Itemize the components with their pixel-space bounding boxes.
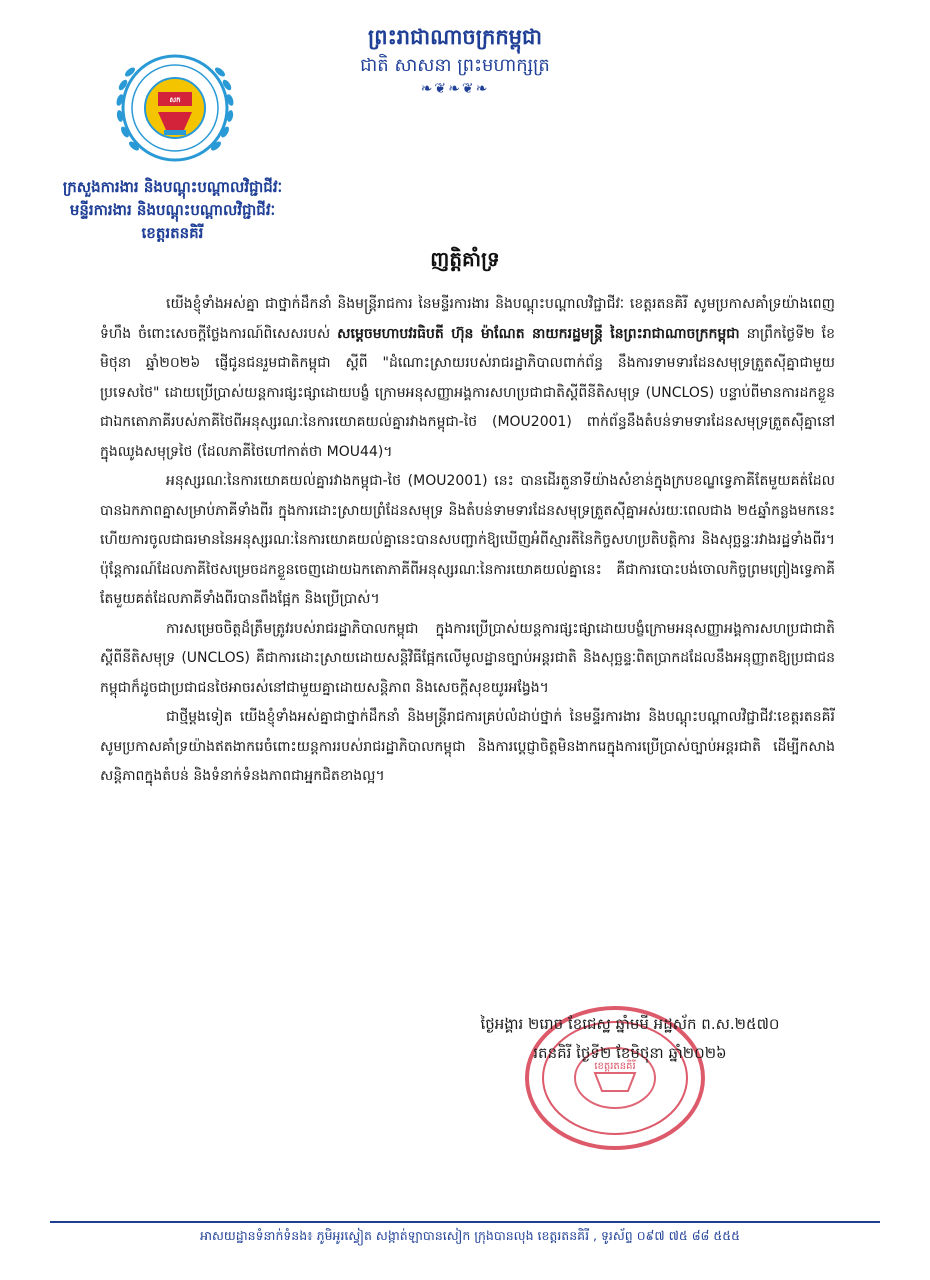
footer-divider <box>50 1221 880 1223</box>
kingdom-title: ព្រះរាជាណាចក្រកម្ពុជា <box>367 25 542 49</box>
ornament-divider: ❧❦❧❦❧ <box>420 81 490 97</box>
paragraph <box>100 290 835 467</box>
ministry-block <box>0 176 345 245</box>
paragraph <box>100 467 835 615</box>
seal-text: ខេត្តរតនគិរី <box>594 1061 636 1072</box>
national-motto: ជាតិ សាសនា ព្រះមហាក្សត្រ <box>360 55 550 76</box>
paragraph-text: យើងខ្ញុំទាំងអស់គ្នា ជាថ្នាក់ដឹកនាំ និងមន្ត្រីរាជការ នៃមន្ទីរការងារ និងបណ្តុះបណ្តាលវិជ្ជាជីវៈ ខេត្តរតនគិរី សូមប្រកាសគាំទ្រយ៉ាងពេញទំហឹង ចំពោះសេចក្តីថ្លែងការណ៍ពិសេសរបស់ <box>100 296 835 342</box>
department-name: មន្ទីរការងារ និងបណ្តុះបណ្តាលវិជ្ជាជីវៈ <box>69 201 276 219</box>
paragraph-text: នាព្រឹកថ្ងៃទី២ ខែមិថុនា ឆ្នាំ២០២៦ ផ្ញើជូនជនរួមជាតិកម្ពុជា ស្តីពី "ដំណោះស្រាយរបស់រាជរដ្ឋាភិបាលពាក់ព័ន្ធ នឹងការទាមទារដែនសមុទ្រត្រួតស៊ីគ្នាជាមួយប្រទេសថៃ" ដោយប្រើប្រាស់យន្តការផ្សះផ្សាដោយបង្ខំ ក្រោមអនុសញ្ញាអង្គការសហប្រជាជាតិស្តីពីនីតិសមុទ្រ (UNCLOS) បន្ទាប់ពីមានការដកខ្លួនជាឯកតោភាគីរបស់ភាគីថៃពីអនុស្សរណៈនៃការយោគយល់គ្នារវាងកម្ពុជា-ថៃ (MOU2001) ពាក់ព័ន្ធនឹងតំបន់ទាមទារដែនសមុទ្រត្រួតស៊ីគ្នានៅក្នុងឈូងសមុទ្រថៃ (ដែលភាគីថៃហៅកាត់ថា MOU44)។ <box>100 325 835 460</box>
paragraph-text: ការសម្រេចចិត្តដ៏ត្រឹមត្រូវរបស់រាជរដ្ឋាភិបាលកម្ពុជា ក្នុងការប្រើប្រាស់យន្តការផ្សះផ្សាដោយបង្ខំក្រោមអនុសញ្ញាអង្គការសហប្រជាជាតិស្តីពីនីតិសមុទ្រ (UNCLOS) គឺជាការដោះស្រាយដោយសន្តិវិធីផ្អែកលើមូលដ្ឋានច្បាប់អន្តរជាតិ និងសុច្ឆន្ទៈពិតប្រាកដដែលនឹងអនុញ្ញាតឱ្យប្រជាជនកម្ពុជាក៏ដូចជាប្រជាជនថៃអាចរស់នៅជាមួយគ្នាដោយសន្តិភាព និងសេចក្តីសុខយូរអង្វែង។ <box>100 620 835 696</box>
paragraph <box>100 703 835 792</box>
lunar-date: ថ្ងៃអង្គារ ២រោច ខែជេស្ឋ ឆ្នាំមមី អដ្ឋស័ក ព.ស.២៥៧០ <box>480 1015 780 1033</box>
paragraph-text: ជាថ្មីម្តងទៀត យើងខ្ញុំទាំងអស់គ្នាជាថ្នាក់ដឹកនាំ និងមន្ត្រីរាជការគ្រប់លំដាប់ថ្នាក់ នៃមន្ទីរការងារ និងបណ្តុះបណ្តាលវិជ្ជាជីវៈខេត្តរតនគិរី សូមប្រកាសគាំទ្រយ៉ាងឥតងាករេចំពោះយន្តការរបស់រាជរដ្ឋាភិបាលកម្ពុជា និងការប្តេជ្ញាចិត្តមិនងាករេក្នុងការប្រើប្រាស់ច្បាប់អន្តរជាតិ ដើម្បីកសាងសន្តិភាពក្នុងតំបន់ និងទំនាក់ទំនងភាពជាអ្នកជិតខាងល្អ។ <box>100 709 835 784</box>
solar-date: រតនគិរី ថ្ងៃទី២ ខែមិថុនា ឆ្នាំ២០២៦ <box>533 1044 727 1062</box>
province-name: ខេត្តរតនគិរី <box>141 224 204 242</box>
paragraph-text: អនុស្សរណៈនៃការយោគយល់គ្នារវាងកម្ពុជា-ថៃ (MOU2001) នេះ បានដើរតួនាទីយ៉ាងសំខាន់ក្នុងក្របខណ្ឌទ្វេភាគីតែមួយគត់ដែលបានឯកភាពគ្នាសម្រាប់ភាគីទាំងពីរ ក្នុងការដោះស្រាយព្រំដែនសមុទ្រ និងតំបន់ទាមទារដែនសមុទ្រត្រួតស៊ីគ្នាអស់រយៈពេលជាង ២៥ឆ្នាំកន្លងមកនេះ ហើយការចូលជាធរមាននៃអនុស្សរណៈនៃការយោគយល់គ្នានេះបានសបញ្ជាក់ឱ្យឃើញអំពីស្មារតីនៃកិច្ចសហប្រតិបត្តិការ និងសុច្ឆន្ទៈរវាងរដ្ឋទាំងពីរ។ ប៉ុន្តែការណ៍ដែលភាគីថៃសម្រេចដកខ្លួនចេញដោយឯកតោភាគីពីអនុស្សរណៈនៃការយោគយល់គ្នានេះ គឺជាការបោះបង់ចោលកិច្ចព្រមព្រៀងទ្វេភាគីតែមួយគត់ដែលភាគីទាំងពីរបានពឹងផ្អែក និងប្រើប្រាស់។ <box>100 473 835 607</box>
date-block <box>420 1010 840 1068</box>
ministry-logo <box>100 40 250 180</box>
footer-address: អាសយដ្ឋានទំនាក់ទំនង៖ ភូមិអូរស្វៀត សង្កាត់ឡាបានសៀក ក្រុងបានលុង ខេត្តរតនគិរី , ទូរស័ព្ទ ០៩៧ ៧៥ ៨៨ ៥៥៥ <box>200 1228 740 1243</box>
document-title: ញត្តិគាំទ្រ <box>430 247 500 271</box>
document-body <box>100 290 835 792</box>
svg-text:សក: សក <box>169 96 181 104</box>
pm-name-bold: សម្តេចមហាបវរធិបតី ហ៊ុន ម៉ាណែត នាយករដ្ឋមន្ត្រី នៃព្រះរាជាណាចក្រកម្ពុជា <box>337 325 740 342</box>
paragraph <box>100 615 835 704</box>
kingdom-header <box>300 22 610 98</box>
ministry-name: ក្រសួងការងារ និងបណ្តុះបណ្តាលវិជ្ជាជីវៈ <box>62 178 283 196</box>
